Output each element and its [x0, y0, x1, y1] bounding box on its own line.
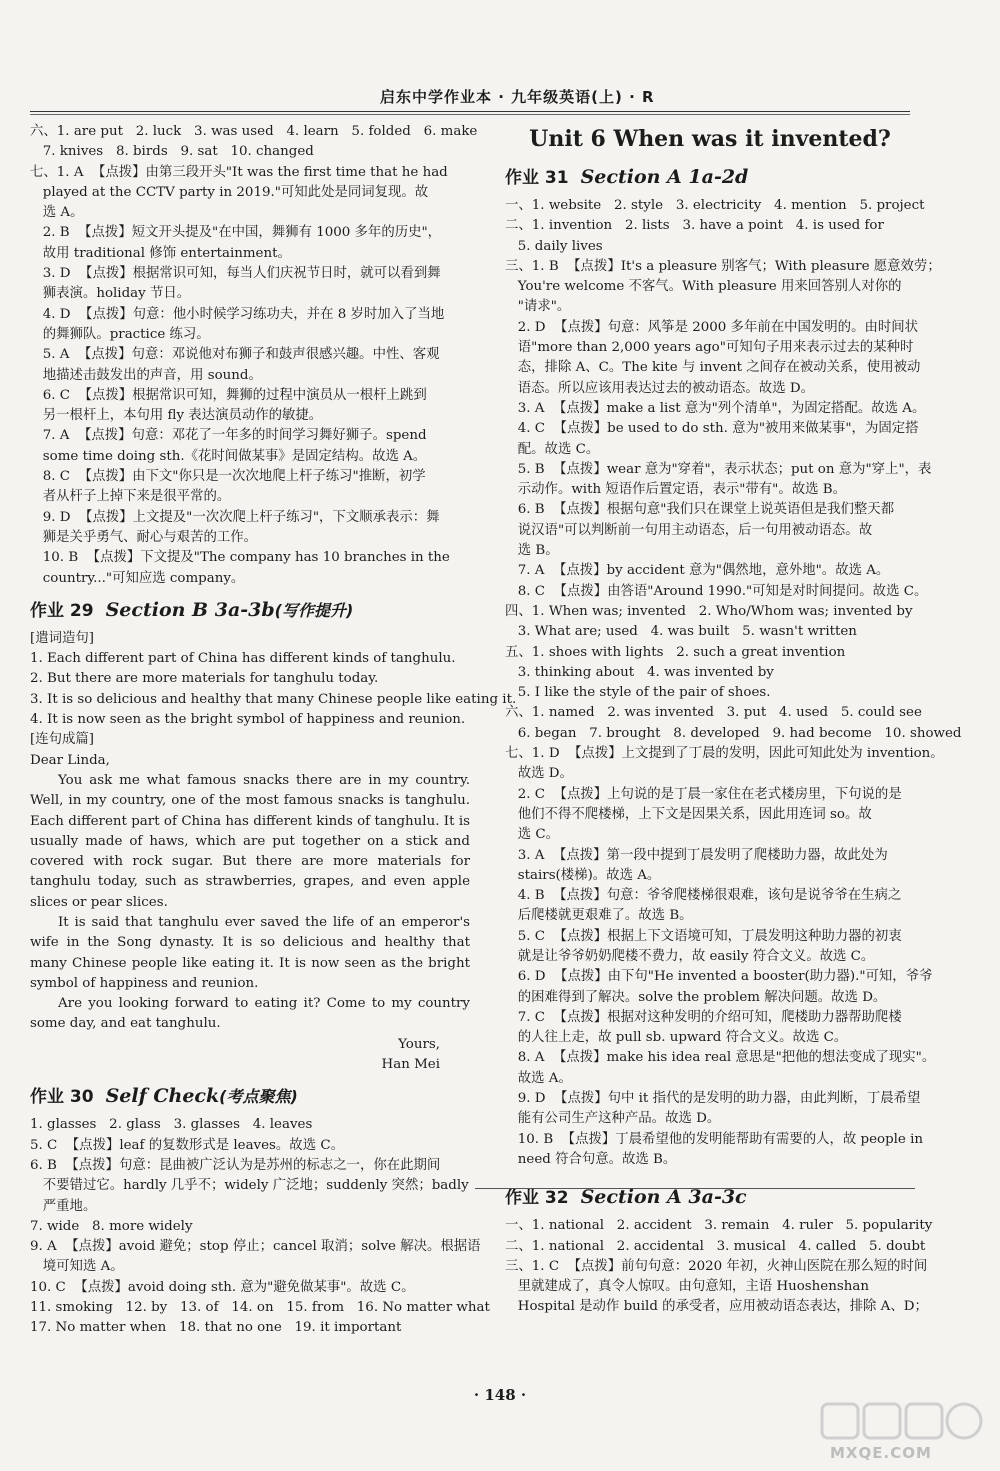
section-subtitle: (考点聚焦) [219, 1087, 298, 1107]
answer-line: 语态。所以应该用表达过去的被动语态。故选 D。 [505, 380, 814, 396]
answer-line: [连句成篇] [30, 732, 95, 748]
answer-line: 选 A。 [30, 205, 84, 221]
answer-line: stairs(楼梯)。故选 A。 [505, 867, 661, 883]
sample-letter [30, 771, 470, 1075]
answer-line: 4. D 【点拨】句意：他小时候学习练功夫，并在 8 岁时加入了当地 [30, 306, 445, 322]
answer-line: 六、1. are put 2. luck 3. was used 4. learn 5. folded 6. make [30, 124, 478, 139]
answer-line: 2. B 【点拨】短文开头提及"在中国，舞狮有 1000 多年的历史"， [30, 225, 442, 241]
answer-line: 六、1. named 2. was invented 3. put 4. used 5. could see [505, 705, 922, 721]
header-title: 启东中学作业本 · 九年级英语(上) · R [380, 88, 655, 106]
answer-line: You're welcome 不客气。With pleasure 用来回答别人对你的 [505, 279, 902, 295]
unit-title: Unit 6 When was it invented? [529, 126, 891, 152]
answer-line: 选 B。 [505, 543, 559, 559]
answer-block-right-2 [505, 1216, 933, 1317]
answer-block-left-2 [30, 629, 517, 771]
answer-line: 4. C 【点拨】be used to do sth. 意为"被用来做某事"，为固定搭 [505, 421, 919, 437]
answer-line: Hospital 是动作 build 的承受者，应用被动语态表达，排除 A、D； [505, 1299, 928, 1315]
answer-line: 2. But there are more materials for tanghulu today. [30, 671, 379, 687]
answer-line: 6. D 【点拨】由下句"He invented a booster(助力器)."可知，爷爷 [505, 969, 933, 985]
answer-line: 3. thinking about 4. was invented by [505, 664, 774, 680]
answer-line: 11. smoking 12. by 13. of 14. on 15. from 16. No matter what [30, 1300, 490, 1316]
answer-line: 五、1. shoes with lights 2. such a great invention [505, 644, 846, 660]
answer-line: 二、1. invention 2. lists 3. have a point 4. is used for [505, 218, 884, 234]
answer-line: 三、1. C 【点拨】前句句意：2020 年初，火神山医院在那么短的时间 [505, 1258, 928, 1274]
section-divider [475, 1188, 915, 1189]
letter-paragraph: You ask me what famous snacks there are in my country. Well, in my country, one of the most famous snacks is tanghulu. Each different part of China has different kinds of tanghulu. It is usually made of haws, which are put together on a stick and covered with rock sugar. But there are more materials for tanghulu today, such as strawberries, grapes, and even apple slices or pear slices. [30, 772, 470, 910]
answer-line: 2. D 【点拨】句意：风筝是 2000 多年前在中国发明的。由时间状 [505, 319, 919, 335]
letter-paragraph: It is said that tanghulu ever saved the life of an emperor's wife in the Song dynasty. It is so delicious and healthy that many Chinese people like eating it. It is now seen as the bright symbol of happiness and reunion. [30, 914, 470, 991]
answer-line: played at the CCTV party in 2019."可知此处是同词复现。故 [30, 184, 429, 200]
answer-line: 8. C 【点拨】由下文"你只是一次次地爬上杆子练习"推断，初学 [30, 469, 426, 485]
homework-label: 作业 29 [30, 600, 94, 621]
watermark-logo-icon [812, 1400, 992, 1446]
section-heading-30 [30, 1083, 470, 1109]
answer-line: 一、1. website 2. style 3. electricity 4. mention 5. project [505, 198, 925, 213]
answer-line: 6. C 【点拨】根据常识可知，舞狮的过程中演员从一根杆上跳到 [30, 387, 427, 403]
answer-line: 后爬楼就更艰难了。故选 B。 [505, 908, 693, 924]
answer-line: 1. glasses 2. glass 3. glasses 4. leaves [30, 1117, 313, 1133]
answer-line: 就是让爷爷奶奶爬楼不费力，故 easily 符合文义。故选 C。 [505, 948, 875, 964]
answer-line: 三、1. B 【点拨】It's a pleasure 别客气；With pleasure 愿意效劳； [505, 258, 941, 274]
answer-line: 7. C 【点拨】根据对这种发明的介绍可知，爬楼助力器帮助爬楼 [505, 1009, 902, 1025]
watermark-text: MXQE.COM [830, 1444, 932, 1462]
answer-line: 7. A 【点拨】句意：邓花了一年多的时间学习舞好狮子。spend [30, 428, 427, 444]
answer-line: 9. D 【点拨】句中 it 指代的是发明的助力器，由此判断，丁晨希望 [505, 1091, 921, 1107]
answer-line: 8. C 【点拨】由答语"Around 1990."可知是对时间提问。故选 C。 [505, 583, 928, 599]
section-title: Section A 1a-2d [580, 166, 749, 188]
answer-line: 3. It is so delicious and healthy that many Chinese people like eating it. [30, 691, 517, 707]
right-column [505, 122, 962, 1318]
answer-line: Dear Linda, [30, 752, 110, 768]
answer-line: 5. C 【点拨】leaf 的复数形式是 leaves。故选 C。 [30, 1137, 344, 1153]
answer-line: 者从杆子上掉下来是很平常的。 [30, 489, 231, 505]
answer-line: 5. daily lives [505, 238, 603, 254]
answer-block-left-3 [30, 1115, 490, 1338]
answer-line: 说汉语"可以判断前一句用主动语态，后一句用被动语态。故 [505, 522, 873, 538]
answer-line: 9. A 【点拨】avoid 避免；stop 停止；cancel 取消；solve 解决。根据语 [30, 1239, 481, 1255]
answer-line: 6. B 【点拨】句意：昆曲被广泛认为是苏州的标志之一，你在此期间 [30, 1157, 441, 1173]
section-subtitle: (写作提升) [274, 600, 354, 620]
answer-line: 严重地。 [30, 1198, 97, 1214]
answer-line: 另一根杆上，本句用 fly 表达演员动作的敏捷。 [30, 408, 323, 424]
letter-signature: Han Mei [381, 1057, 440, 1073]
answer-line: country..."可知应选 company。 [30, 570, 245, 586]
answer-line: 3. A 【点拨】第一段中提到丁晨发明了爬楼助力器，故此处为 [505, 847, 888, 863]
answer-line: 的困难得到了解决。solve the problem 解决问题。故选 D。 [505, 989, 887, 1005]
binding-edge-marks [0, 120, 14, 1350]
left-column [30, 122, 517, 1339]
section-title: Section B 3a-3b [105, 598, 275, 621]
answer-line: "请求"。 [505, 299, 571, 315]
homework-label: 作业 31 [505, 168, 569, 188]
answer-line: 配。故选 C。 [505, 441, 600, 457]
answer-line: 7. wide 8. more widely [30, 1218, 193, 1234]
answer-line: 语"more than 2,000 years ago"可知句子用来表示过去的某种时 [505, 340, 914, 356]
section-title: Section A 3a-3c [580, 1186, 747, 1209]
answer-line: 的舞狮队。practice 练习。 [30, 326, 210, 342]
answer-line: 境可知选 A。 [30, 1259, 124, 1275]
answer-line: 态，排除 A、C。The kite 与 invent 之间存在被动关系，使用被动 [505, 360, 921, 376]
answer-line: 里就建成了，真令人惊叹。由句意知，主语 Huoshenshan [505, 1279, 869, 1295]
answer-line: 5. C 【点拨】根据上下文语境可知，丁晨发明这种助力器的初衷 [505, 928, 902, 944]
answer-line: 10. B 【点拨】丁晨希望他的发明能帮助有需要的人，故 people in [505, 1131, 924, 1147]
homework-label: 作业 32 [505, 1188, 569, 1209]
answer-line: 1. Each different part of China has different kinds of tanghulu. [30, 651, 456, 667]
section-heading-29 [30, 597, 470, 623]
answer-line: 10. B 【点拨】下文提及"The company has 10 branches in the [30, 550, 450, 566]
answer-line: 七、1. D 【点拨】上文提到了丁晨的发明，因此可知此处为 invention。 [505, 746, 944, 762]
header-rule [30, 111, 910, 112]
answer-line: 故选 D。 [505, 766, 573, 782]
answer-line: 狮是关乎勇气、耐心与艰苦的工作。 [30, 529, 258, 545]
answer-line: 6. B 【点拨】根据句意"我们只在课堂上说英语但是我们整天都 [505, 502, 895, 518]
answer-line: 的人往上走，故 pull sb. upward 符合文义。故选 C。 [505, 1030, 848, 1046]
letter-closing: Yours, [398, 1036, 440, 1052]
page-number: · 148 · [473, 1386, 527, 1404]
answer-line: 7. A 【点拨】by accident 意为"偶然地，意外地"。故选 A。 [505, 563, 890, 579]
answer-line: 狮表演。holiday 节日。 [30, 286, 191, 302]
homework-label: 作业 30 [30, 1087, 94, 1108]
answer-line: 2. C 【点拨】上句说的是丁晨一家住在老式楼房里，下句说的是 [505, 786, 902, 802]
section-title: Self Check [105, 1085, 220, 1108]
answer-line: 4. B 【点拨】句意：爷爷爬楼梯很艰难，该句是说爷爷在生病之 [505, 888, 902, 904]
answer-line: 3. D 【点拨】根据常识可知，每当人们庆祝节日时，就可以看到舞 [30, 266, 441, 282]
answer-line: some time doing sth.《花时间做某事》是固定结构。故选 A。 [30, 448, 427, 464]
answer-line: 5. I like the style of the pair of shoes. [505, 685, 771, 701]
answer-line: 8. A 【点拨】make his idea real 意思是"把他的想法变成了现实"。 [505, 1050, 936, 1066]
answer-line: 他们不得不爬楼梯，上下文是因果关系，因此用连词 so。故 [505, 806, 872, 822]
answer-line: 四、1. When was; invented 2. Who/Whom was; invented by [505, 603, 913, 619]
answer-line: 3. What are; used 4. was built 5. wasn't written [505, 624, 857, 640]
answer-line: 不要错过它。hardly 几乎不；widely 广泛地；suddenly 突然；badly [30, 1178, 469, 1194]
answer-line: 能有公司生产这种产品。故选 D。 [505, 1111, 721, 1127]
answer-block-right-1 [505, 196, 962, 1170]
answer-line: 7. knives 8. birds 9. sat 10. changed [30, 144, 314, 160]
section-heading-31 [505, 164, 915, 190]
answer-line: [遣词造句] [30, 630, 95, 646]
letter-paragraph: Are you looking forward to eating it? Come to my country some day, and eat tanghulu. [30, 996, 470, 1032]
answer-line: 10. C 【点拨】avoid doing sth. 意为"避免做某事"。故选 C。 [30, 1279, 415, 1295]
answer-line: 七、1. A 【点拨】由第三段开头"It was the first time that he had [30, 164, 448, 180]
answer-line: 3. A 【点拨】make a list 意为"列个清单"，为固定搭配。故选 A。 [505, 400, 926, 416]
answer-line: 5. B 【点拨】wear 意为"穿着"，表示状态；put on 意为"穿上"，表 [505, 461, 932, 477]
answer-line: 地描述击鼓发出的声音，用 sound。 [30, 367, 262, 383]
answer-line: 故选 A。 [505, 1070, 572, 1086]
answer-line: 6. began 7. brought 8. developed 9. had become 10. showed [505, 725, 962, 741]
answer-line: 故用 traditional 修饰 entertainment。 [30, 245, 291, 261]
answer-block-left-1 [30, 122, 478, 589]
answer-line: 5. A 【点拨】句意：邓说他对布狮子和鼓声很感兴趣。中性、客观 [30, 347, 440, 363]
answer-line: 二、1. national 2. accidental 3. musical 4. called 5. doubt [505, 1238, 926, 1254]
answer-line: 17. No matter when 18. that no one 19. it important [30, 1320, 402, 1336]
answer-line: 选 C。 [505, 827, 560, 843]
watermark-logo [812, 1400, 992, 1466]
answer-line: 9. D 【点拨】上文提及"一次次爬上杆子练习"，下文顺承表示：舞 [30, 509, 440, 525]
answer-line: need 符合句意。故选 B。 [505, 1151, 677, 1167]
answer-line: 一、1. national 2. accident 3. remain 4. ruler 5. popularity [505, 1218, 933, 1234]
header-rule-thin [30, 114, 910, 115]
answer-line: 示动作。with 短语作后置定语，表示"带有"。故选 B。 [505, 482, 847, 498]
answer-line: 4. It is now seen as the bright symbol of happiness and reunion. [30, 712, 466, 728]
